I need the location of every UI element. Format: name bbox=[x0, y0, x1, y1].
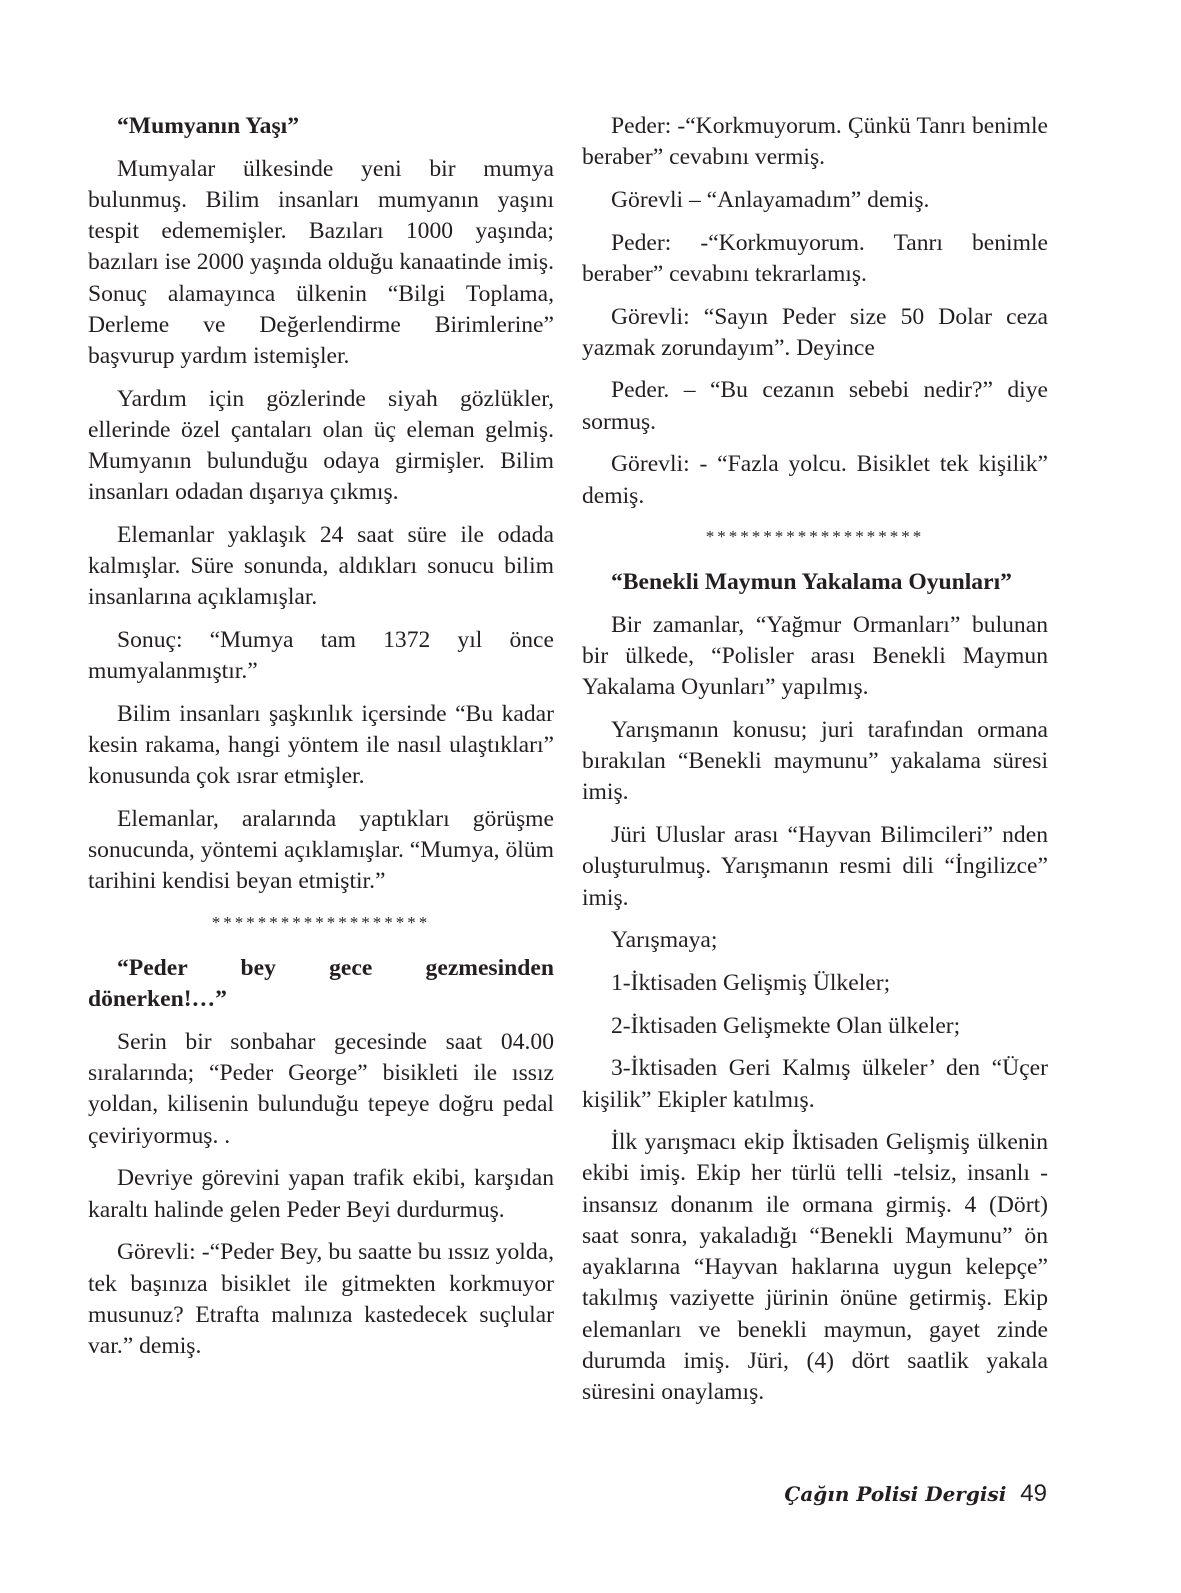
story2-paragraph: Devriye görevini yapan trafik ekibi, karşıdan karaltı halinde gelen Peder Beyi durdurmuş. bbox=[88, 1165, 554, 1223]
story3-list-item: 3-İktisaden Geri Kalmış ülkeler’ den “Üçer kişilik” Ekipler katılmış. bbox=[582, 1055, 1048, 1113]
story2-paragraph: Peder: -“Korkmuyorum. Çünkü Tanrı benimle beraber” cevabını vermiş. bbox=[582, 113, 1048, 171]
story2-title: “Peder bey gece gezmesinden dönerken!…” bbox=[88, 955, 554, 1013]
right-column bbox=[582, 111, 1048, 1420]
story2-paragraph: Peder. – “Bu cezanın sebebi nedir?” diye sormuş. bbox=[582, 377, 1048, 435]
left-column bbox=[88, 111, 554, 1374]
story1-title: “Mumyanın Yaşı” bbox=[117, 113, 300, 139]
story1-paragraph: Yardım için gözlerinde siyah gözlükler, ellerinde özel çantaları olan üç eleman gelmiş. Mumyanın bulunduğu odaya girmişler. Bilim insanları odadan dışarıya çıkmış. bbox=[88, 385, 554, 506]
story3-list-item: 1-İktisaden Gelişmiş Ülkeler; bbox=[611, 969, 891, 996]
story1-paragraph: Elemanlar yaklaşık 24 saat süre ile odada kalmışlar. Süre sonunda, aldıkları sonucu bilim insanlarına açıklamışlar. bbox=[88, 521, 554, 611]
story3-paragraph: Yarışmaya; bbox=[611, 927, 718, 954]
story3-paragraph: İlk yarışmacı ekip İktisaden Gelişmiş ülkenin ekibi imiş. Ekip her türlü telli -telsiz, insanlı - insansız donanım ile ormana girmiş. 4 (Dört) saat sonra, yakaladığı “Benekli Maymunu” ön ayaklarına “Hayvan haklarına uygun kelepçe” takılmış vaziyette jürinin önüne getirmiş. Ekip elemanları ve benekli maymun, gayet zinde durumda imiş. Jüri, (4) dört saatlik yakala süresini onaylamış. bbox=[582, 1129, 1048, 1405]
story2-paragraph: Görevli: “Sayın Peder size 50 Dolar ceza yazmak zorundayım”. Deyince bbox=[582, 303, 1048, 361]
story3-title: “Benekli Maymun Yakalama Oyunları” bbox=[611, 569, 1012, 596]
page-number: 49 bbox=[1020, 1480, 1047, 1507]
story3-list-item: 2-İktisaden Gelişmekte Olan ülkeler; bbox=[611, 1012, 961, 1039]
story3-paragraph: Bir zamanlar, “Yağmur Ormanları” bulunan bir ülkede, “Polisler arası Benekli Maymun Yakalama Oyunları” yapılmış. bbox=[582, 611, 1048, 701]
story1-paragraph: Sonuç: “Mumya tam 1372 yıl önce mumyalanmıştır.” bbox=[88, 627, 554, 685]
story1-paragraph: Bilim insanları şaşkınlık içersinde “Bu kadar kesin rakama, hangi yöntem ile nasıl ulaştıkları” konusunda çok ısrar etmişler. bbox=[88, 700, 554, 790]
story2-paragraph: Görevli – “Anlayamadım” demiş. bbox=[611, 186, 930, 213]
section-separator: ******************* bbox=[211, 913, 431, 933]
story2-paragraph: Peder: -“Korkmuyorum. Tanrı benimle beraber” cevabını tekrarlamış. bbox=[582, 229, 1048, 287]
story3-paragraph: Jüri Uluslar arası “Hayvan Bilimcileri” nden oluşturulmuş. Yarışmanın resmi dili “İngilizce” imiş. bbox=[582, 822, 1048, 911]
story2-paragraph: Serin bir sonbahar gecesinde saat 04.00 sıralarında; “Peder George” bisikleti ile ıssız yoldan, kilisenin bulunduğu tepeye doğru pedal çeviriyormuş. . bbox=[88, 1029, 554, 1149]
story2-paragraph: Görevli: - “Fazla yolcu. Bisiklet tek kişilik” demiş. bbox=[582, 451, 1048, 509]
story2-paragraph: Görevli: -“Peder Bey, bu saatte bu ıssız yolda, tek başınıza bisiklet ile gitmekten korkmuyor musunuz? Etrafta malınıza kastedecek suçlular var.” demiş. bbox=[88, 1239, 554, 1359]
story1-paragraph: Elemanlar, aralarında yaptıkları görüşme sonucunda, yöntemi açıklamışlar. “Mumya, ölüm tarihini kendisi beyan etmiştir.” bbox=[88, 806, 554, 895]
magazine-name: Çağın Polisi Dergisi bbox=[784, 1482, 1007, 1506]
page-footer bbox=[784, 1480, 1047, 1508]
story1-paragraph: Mumyalar ülkesinde yeni bir mumya bulunmuş. Bilim insanları mumyanın yaşını tespit edememişler. Bazıları 1000 yaşında; bazıları ise 2000 yaşında olduğu kanaatinde imiş. Sonuç alamayınca ülkenin “Bilgi Toplama, Derleme ve Değerlendirme Birimlerine” başvurup yardım istemişler. bbox=[88, 155, 554, 369]
section-separator: ******************* bbox=[705, 527, 925, 547]
story3-paragraph: Yarışmanın konusu; juri tarafından ormana bırakılan “Benekli maymunu” yakalama süresi imiş. bbox=[582, 717, 1048, 806]
